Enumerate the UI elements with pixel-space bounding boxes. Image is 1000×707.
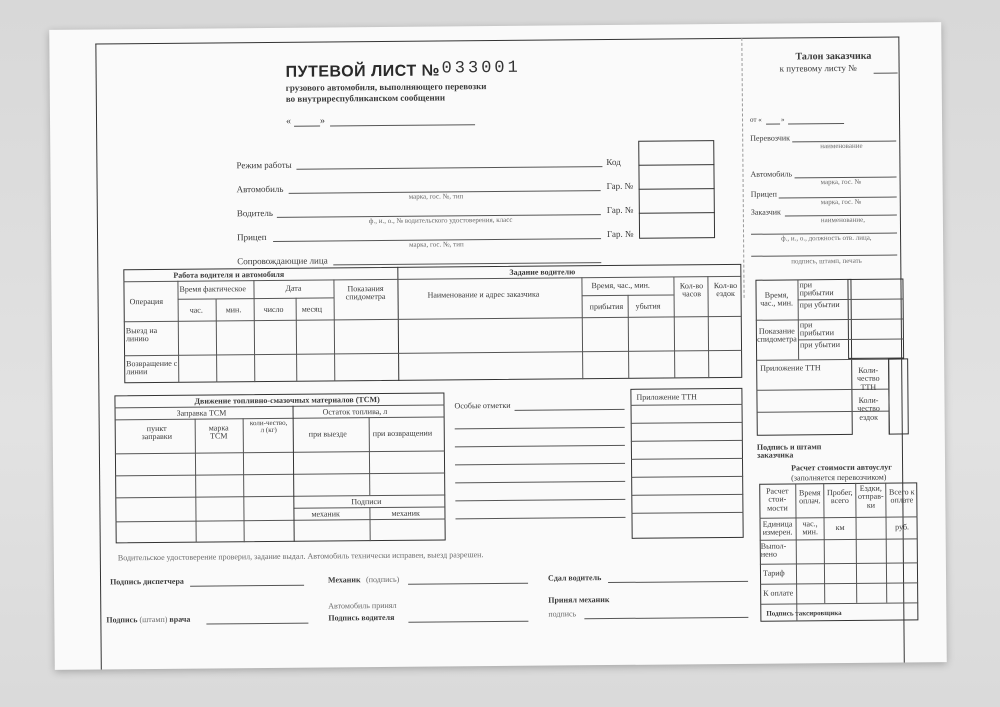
calc-taxer: Подпись таксировщика <box>766 609 842 618</box>
col-operation: Операция <box>129 296 164 307</box>
col-hours: час. <box>189 305 203 315</box>
fuel-title: Движение топливно-смазочных материалов (ТСМ) <box>194 395 380 406</box>
col-customer: Наименование и адрес заказчика <box>427 289 540 300</box>
col-departure: убытия <box>635 301 661 311</box>
ttn-box <box>630 388 743 539</box>
section-task: Задание водителю <box>509 267 576 277</box>
gar2-label: Гар. № <box>606 204 634 216</box>
coupon-calc-sub: (заполняется перевозчиком) <box>791 472 887 483</box>
coupon-title: Талон заказчика <box>795 50 872 63</box>
calc-pay-row: К оплате <box>763 588 794 598</box>
col-qty: коли-чество, л (кг) <box>249 418 288 435</box>
coupon-on-arrival1: при прибытии <box>799 280 834 298</box>
col-time-hm: Время, час., мин. <box>591 280 650 291</box>
date-close: » <box>319 115 326 127</box>
coupon-trailer: Прицеп <box>750 189 777 199</box>
col-brand: марка ТСМ <box>208 423 229 441</box>
driver-hint: ф., и., о., № водительского удостоверения, класс <box>368 215 513 226</box>
sign-hint: подпись <box>548 609 577 619</box>
doctor-label: Подпись (штамп) врача <box>106 614 191 625</box>
calc-col-3: Ездки, отправ-ки <box>857 483 884 510</box>
coupon-customer-hint3: подпись, штамп, печать <box>791 256 862 266</box>
waybill-sheet <box>49 22 947 670</box>
coupon-carrier: Перевозчик <box>750 133 791 143</box>
serial-number: 033001 <box>441 58 521 79</box>
coupon-day-field[interactable] <box>766 124 780 125</box>
row-exit: Выезд на линию <box>125 325 158 344</box>
mech2-label: механик <box>391 508 420 518</box>
vehicle-hint: марка, гос. №, тип <box>408 192 464 201</box>
calc-col-2: Пробег, всего <box>826 487 853 506</box>
coupon-vehicle-hint: марка, гос. № <box>820 177 862 187</box>
col-on-exit: при выезде <box>308 429 347 439</box>
coupon-vehicle: Автомобиль <box>750 169 793 179</box>
calc-unit-3: руб. <box>895 522 910 532</box>
coupon-ttn-label: Приложение ТТН <box>760 363 821 373</box>
col-odometer: Показания спидометра <box>345 283 386 302</box>
coupon-from: от « <box>750 115 762 124</box>
section-work: Работа водителя и автомобиля <box>173 269 285 280</box>
calc-col-0: Расчет стои-мости <box>766 486 789 513</box>
coupon-qty-trips: Коли-чество ездок <box>857 395 880 422</box>
trailer-label: Прицеп <box>236 232 267 243</box>
calc-done-row: Выпол-нено <box>760 541 787 560</box>
coupon-subtitle: к путевому листу № <box>779 62 857 74</box>
coupon-on-arrival2: при прибытии <box>799 320 835 338</box>
col-day: число <box>263 304 284 315</box>
driver-label: Водитель <box>236 207 274 219</box>
coupon-customer-hint2: ф., и., о., должность отв. лица, <box>781 233 872 243</box>
subtitle-line1: грузового автомобиля, выполняющего перевозки <box>285 81 487 93</box>
gar1-label: Гар. № <box>606 180 634 192</box>
coupon-time-label: Время, час., мин. <box>760 290 794 309</box>
form-title: ПУТЕВОЙ ЛИСТ № <box>285 62 441 81</box>
col-arrival: прибытия <box>589 301 624 312</box>
ttn-label: Приложение ТТН <box>636 392 697 402</box>
coupon-on-depart1: при убытии <box>799 300 840 310</box>
dispatcher-label: Подпись диспетчера <box>110 576 184 587</box>
driver-sign-label: Подпись водителя <box>328 612 395 623</box>
col-hours-count: Кол-во часов <box>679 281 704 299</box>
mode-label: Режим работы <box>236 159 292 171</box>
car-accepted-label: Автомобиль принял <box>328 600 397 611</box>
coupon-number-field[interactable] <box>874 73 898 74</box>
col-date: Дата <box>285 283 302 293</box>
calc-tariff-row: Тариф <box>762 568 785 578</box>
code-label: Код <box>606 156 621 168</box>
calc-unit-row: Единица измерен. <box>762 519 793 538</box>
date-day-line[interactable] <box>294 126 320 127</box>
mech1-label: механик <box>311 509 340 519</box>
col-mins: мин. <box>225 305 242 315</box>
subtitle-line2: во внутриреспубликанском сообщении <box>285 92 446 104</box>
col-actual-time: Время фактическое <box>179 284 246 294</box>
calc-unit-1: км <box>835 522 845 533</box>
col-trips-count: Кол-во ездок <box>713 280 738 299</box>
col-point: пункт заправки <box>141 423 173 442</box>
col-month: месяц <box>301 304 323 314</box>
coupon-stamp-label: Подпись и штамп заказчика <box>756 442 822 461</box>
escort-label: Сопровождающие лица <box>237 255 328 267</box>
coupon-customer-hint: наименование, <box>820 215 866 225</box>
calc-col-1: Время оплач. <box>798 488 821 506</box>
date-open: « <box>285 115 292 127</box>
coupon-customer: Заказчик <box>750 207 781 217</box>
coupon-from-close: » <box>780 115 785 124</box>
coupon-calc-title: Расчет стоимости автоуслуг <box>791 462 892 473</box>
calc-col-4: Всего к оплате <box>888 487 915 505</box>
mechanic-hint: (подпись) <box>365 574 400 585</box>
coupon-odometer-label: Показание спидометра <box>757 326 797 345</box>
coupon-carrier-hint: наименование <box>820 141 863 151</box>
mechanic-label: Механик <box>327 575 361 585</box>
col-remaining: Остаток топлива, л <box>322 406 388 417</box>
row-return: Возвращение с линии <box>126 358 178 377</box>
checked-text: Водительское удостоверение проверил, задание выдал. Автомобиль технически исправен, выезд разрешен. <box>117 550 484 563</box>
coupon-on-depart2: при убытии <box>799 340 841 350</box>
col-on-return: при возвращении <box>372 428 433 439</box>
coupon-qty-ttn: Коли-чество ТТН <box>856 365 880 392</box>
vehicle-label: Автомобиль <box>236 183 284 195</box>
calc-unit-0: час., мин. <box>802 519 818 537</box>
driver-handed-label: Сдал водитель <box>547 573 602 583</box>
trailer-hint: марка, гос. №, тип <box>409 240 464 249</box>
gar3-label: Гар. № <box>606 228 634 240</box>
signatures-label: Подписи <box>351 497 382 507</box>
col-refuel: Заправка ТСМ <box>176 408 227 418</box>
coupon-trailer-hint: марка, гос. № <box>820 197 862 207</box>
special-marks-label: Особые отметки <box>454 400 511 411</box>
mech-accepted-label: Принял механик <box>548 595 610 605</box>
